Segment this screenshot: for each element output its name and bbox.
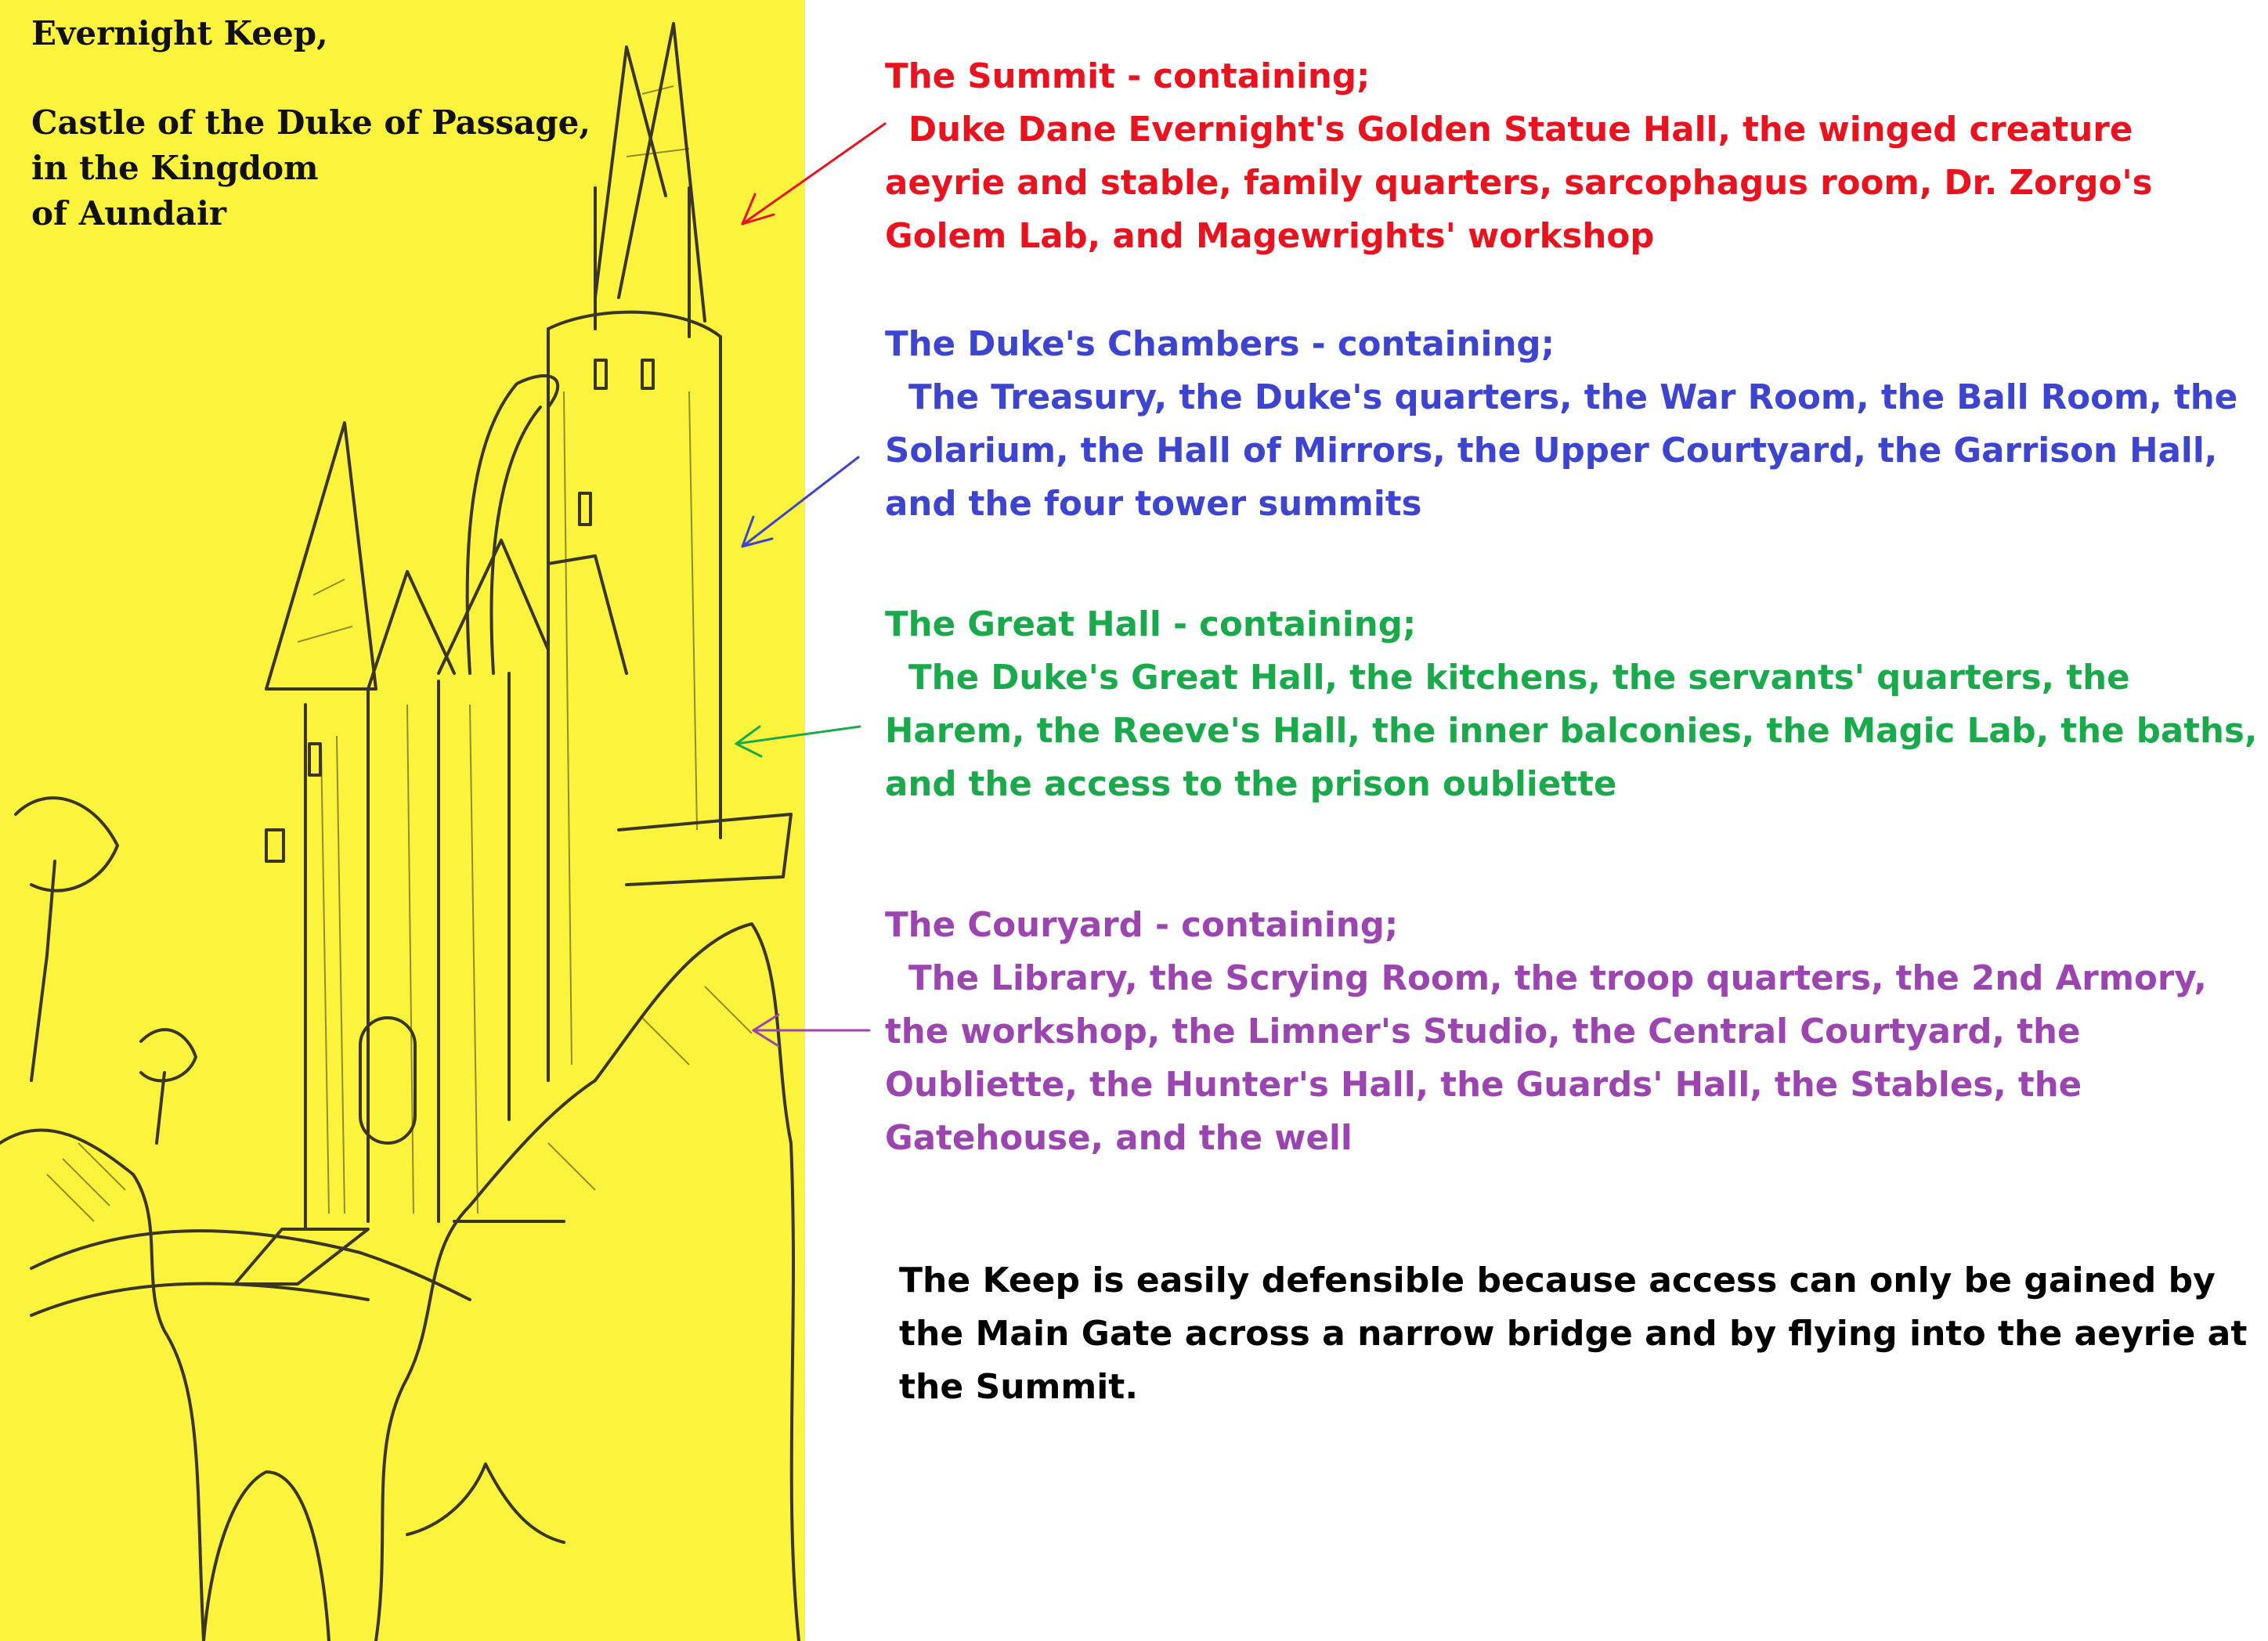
caption-title: Evernight Keep,: [31, 14, 328, 52]
section-great-hall: [885, 598, 2263, 811]
caption-subtitle-line1: Castle of the Duke of Passage,: [31, 103, 590, 142]
section-contents: The Library, the Scrying Room, the troop quarters, the 2nd Armory, the workshop, the Limner's Studio, the Central Courtyard, the Oubliette, the Hunter's Hall, the Guards' Hall, the Stables, the Gatehouse, and the well: [885, 959, 2207, 1158]
section-contents: The Treasury, the Duke's quarters, the War Room, the Ball Room, the Solarium, the Hall of Mirrors, the Upper Courtyard, the Garrison Hall, and the four tower summits: [885, 378, 2238, 524]
section-summit: [885, 50, 2263, 263]
section-title: The Duke's Chambers - containing;: [885, 325, 1555, 364]
caption-subtitle-line3: of Aundair: [31, 194, 227, 233]
section-title: The Summit - containing;: [885, 57, 1371, 96]
section-title: The Couryard - containing;: [885, 906, 1399, 945]
caption-subtitle-line2: in the Kingdom: [31, 149, 319, 187]
section-contents: The Duke's Great Hall, the kitchens, the servants' quarters, the Harem, the Reeve's Hall, the inner balconies, the Magic Lab, the baths, and the access to the prison oubliette: [885, 658, 2258, 804]
section-dukes-chambers: [885, 318, 2263, 531]
section-courtyard: [885, 899, 2263, 1165]
section-contents: Duke Dane Evernight's Golden Statue Hall, the winged creature aeyrie and stable, family quarters, sarcophagus room, Dr. Zorgo's Golem Lab, and Magewrights' workshop: [885, 110, 2153, 256]
castle-sketch-illustration: [0, 0, 805, 1641]
defensibility-note: The Keep is easily defensible because access can only be gained by the Main Gate across a narrow bridge and by flying into the aeyrie at the Summit.: [899, 1261, 2248, 1407]
section-title: The Great Hall - containing;: [885, 605, 1417, 644]
